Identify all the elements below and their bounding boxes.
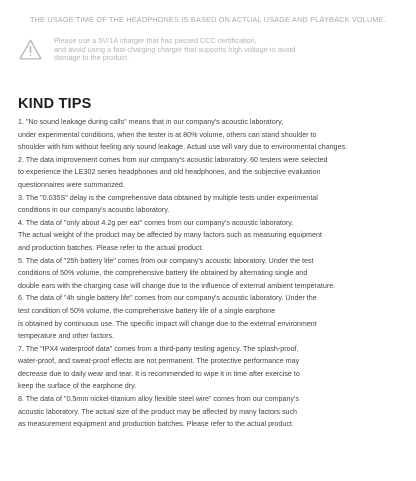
tip-line: 7. The "IPX4 waterproof data" comes from a third-party testing agency. The splash-proof, (18, 344, 299, 353)
warning-line: Please use a 5V/1A charger that has passed CCC certification, (54, 36, 257, 45)
usage-note: THE USAGE TIME OF THE HEADPHONES IS BASED ON ACTUAL USAGE AND PLAYBACK VOLUME. (30, 15, 386, 24)
tip-line: conditions of 50% volume, the comprehensive battery life obtained by alternating single and (18, 269, 308, 278)
tip-line: conditions in our company's acoustic laboratory. (18, 206, 170, 215)
tip-line: to experience the LE302 series headphones and old headphones, and the subjective evaluation (18, 168, 321, 177)
tips-body (18, 116, 410, 431)
charger-warning (19, 37, 399, 65)
warning-triangle-icon (19, 39, 42, 60)
tip-line: 1. "No sound leakage during calls" means that in our company's acoustic laboratory, (18, 118, 284, 126)
tip-line: temperature and other factors. (18, 332, 115, 341)
tip-line: water-proof, and sweat-proof effects are not permanent. The protective performance may (18, 357, 300, 366)
tip-line: and production batches. Please refer to the actual product. (18, 243, 204, 252)
tip-line: 5. The data of "25h battery life" comes from our company's acoustic laboratory. Under the test (18, 256, 314, 265)
tip-line: The actual weight of the product may be affected by many factors such as measuring equipment (18, 231, 322, 240)
tip-line: 3. The "0.035S" delay is the comprehensive data obtained by multiple tests under experimental (18, 193, 318, 202)
tip-line: acoustic laboratory. The actual size of the product may be affected by many factors such (18, 407, 298, 416)
tip-line: 8. The data of "0.5mm nickel-titanium alloy flexible steel wire" comes from our company's (18, 395, 299, 404)
tip-line: as measurement equipment and production batches. Please refer to the actual product. (18, 420, 294, 429)
tip-line: under experimental conditions, when the tester is at 80% volume, others can stand shoulder to (18, 130, 317, 139)
tip-line: test condition of 50% volume, the comprehensive battery life of a single earphone (18, 306, 276, 315)
tips-title: KIND TIPS (18, 96, 92, 112)
warning-text (54, 37, 295, 63)
tip-line: double ears with the charging case will change due to the influence of external ambient temperature. (18, 281, 336, 290)
tip-line: 4. The data of "only about 4.2g per ear" comes from our company's acoustic laboratory. (18, 218, 294, 227)
tip-line: decrease due to daily wear and tear. It is recommended to wipe it in time after exercise to (18, 369, 300, 378)
tip-line: shoulder with him without feeling any sound leakage. Actual use will vary due to environmental changes. (18, 143, 348, 152)
warning-line: damage to the product. (54, 53, 130, 63)
tip-line: 6. The data of "4h single battery life" comes from our company's acoustic laboratory. Under the (18, 294, 317, 303)
tip-line: is obtained by continuous use. The specific impact will change due to the external environment (18, 319, 317, 328)
tip-line: keep the surface of the earphone dry. (18, 382, 137, 391)
warning-line: and avoid using a fast-charging charger that supports high voltage to avoid (54, 44, 296, 54)
tip-line: 2. The data improvement comes from our company's acoustic laboratory. 60 testers were selected (18, 155, 328, 164)
tip-line: questionnaires were summarized. (18, 180, 125, 189)
